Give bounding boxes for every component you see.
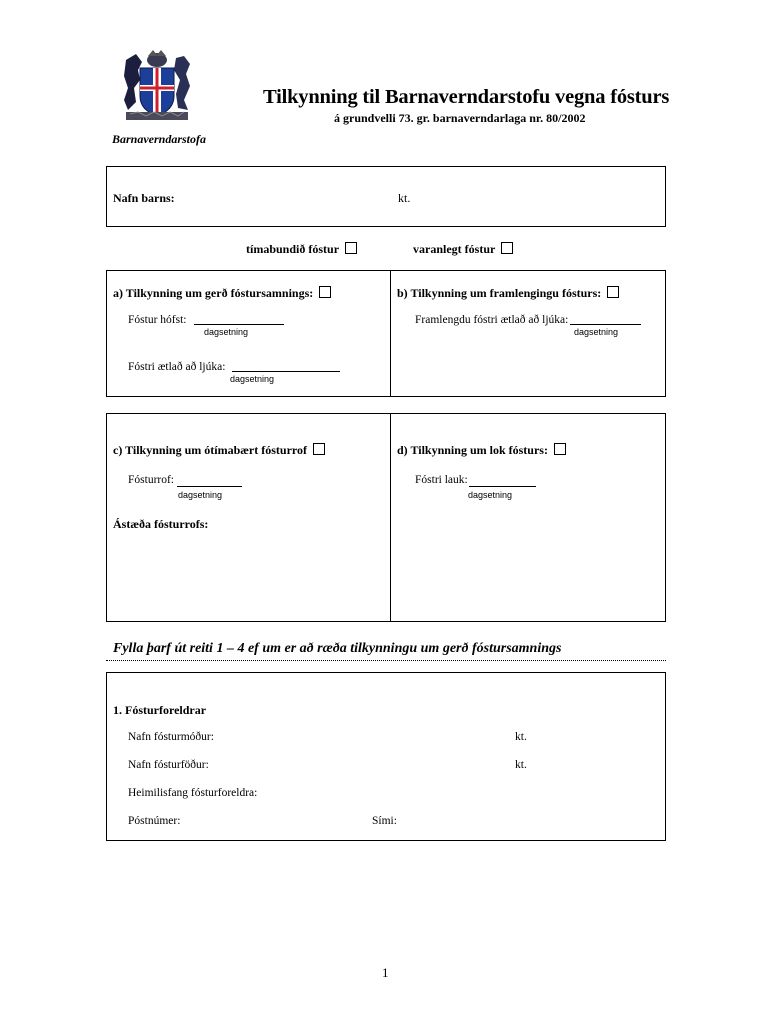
section-ab-divider [390,270,391,397]
section-d-checkbox[interactable] [554,443,566,455]
extension-end-label: Framlengdu fóstri ætlað að ljúka: [415,314,569,326]
foster-end-label: Fóstri ætlað að ljúka: [128,361,226,373]
instruction-rule [106,660,666,661]
foster-father-kt: kt. [515,759,527,771]
section-c-heading [113,443,325,458]
child-info-box [106,166,666,227]
foster-father-label: Nafn fósturföður: [128,759,209,771]
foster-end-hint: dagsetning [230,374,275,384]
section-a-title: a) Tilkynning um gerð fóstursamnings: [113,286,314,300]
break-reason-label: Ástæða fósturrofs: [113,517,209,531]
permanent-checkbox[interactable] [501,242,513,254]
child-name-label: Nafn barns: [113,191,175,205]
temporary-label: tímabundið fóstur [246,242,340,256]
page-number: 1 [382,965,389,980]
foster-ended-field[interactable] [469,486,536,487]
foster-type-temporary [246,242,357,257]
foster-mother-label: Nafn fósturmóður: [128,731,214,743]
instruction-text: Fylla þarf út reiti 1 – 4 ef um er að ræða tilkynningu um gerð fóstursamnings [113,641,562,656]
child-kt-label: kt. [398,191,411,205]
section-b-title: b) Tilkynning um framlengingu fósturs: [397,286,602,300]
section-d-heading [397,443,566,458]
section-1-title: 1. Fósturforeldrar [113,703,207,717]
section-b-heading [397,286,619,301]
foster-type-permanent [413,242,513,257]
address-label: Heimilisfang fósturforeldra: [128,787,258,799]
extension-end-hint: dagsetning [574,327,619,337]
foster-break-field[interactable] [177,486,242,487]
foster-mother-kt: kt. [515,731,527,743]
foster-ended-label: Fóstri lauk: [415,474,468,486]
coat-of-arms-icon [120,50,194,124]
section-b-checkbox[interactable] [607,286,619,298]
phone-label: Sími: [372,815,397,827]
extension-end-field[interactable] [570,324,641,325]
foster-start-field[interactable] [194,324,284,325]
postal-code-label: Póstnúmer: [128,815,181,827]
section-cd-divider [390,413,391,622]
permanent-label: varanlegt fóstur [413,242,496,256]
section-d-title: d) Tilkynning um lok fósturs: [397,443,548,457]
foster-start-label: Fóstur hófst: [128,314,187,326]
section-a-heading [113,286,331,301]
foster-break-label: Fósturrof: [128,474,174,486]
document-subtitle: á grundvelli 73. gr. barnaverndarlaga nr. 80/2002 [334,111,586,125]
document-title: Tilkynning til Barnaverndarstofu vegna fósturs [263,86,670,108]
temporary-checkbox[interactable] [345,242,357,254]
foster-break-hint: dagsetning [178,490,223,500]
foster-end-field[interactable] [232,371,340,372]
section-c-title: c) Tilkynning um ótímabært fósturrof [113,443,308,457]
section-a-checkbox[interactable] [319,286,331,298]
organization-name: Barnaverndarstofa [112,132,207,146]
section-c-checkbox[interactable] [313,443,325,455]
foster-ended-hint: dagsetning [468,490,513,500]
foster-start-hint: dagsetning [204,327,249,337]
